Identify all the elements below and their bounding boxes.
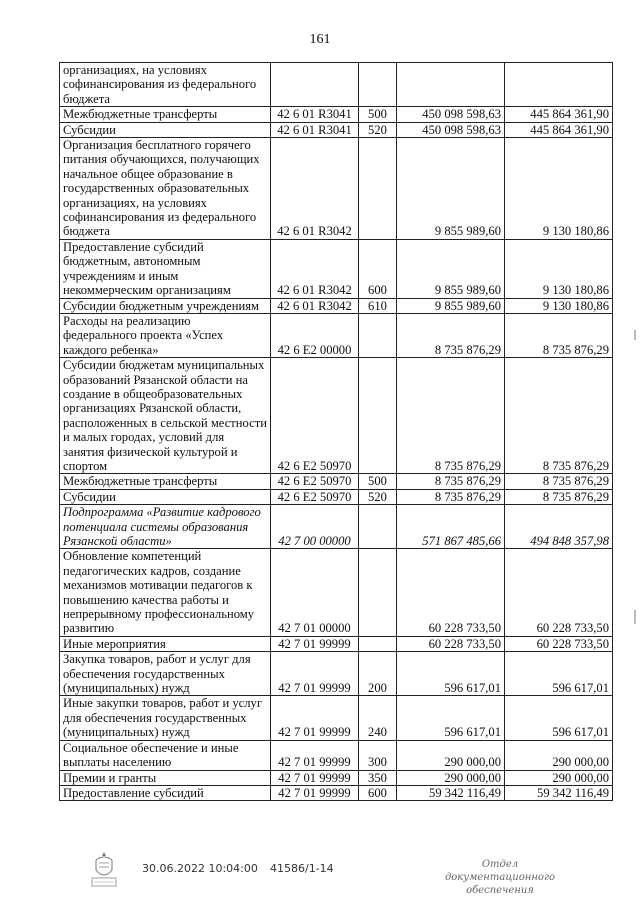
row-name-cell: Социальное обеспечение и иные выплаты населению [60, 740, 271, 770]
coat-of-arms-icon [88, 850, 120, 890]
table-row [60, 696, 613, 740]
row-amount-2-cell: 445 864 361,90 [505, 107, 613, 122]
row-amount-1-cell: 60 228 733,50 [397, 636, 505, 651]
table-row [60, 652, 613, 696]
table-row [60, 298, 613, 313]
row-code-cell: 42 6 E2 50970 [271, 358, 359, 474]
row-amount-1-cell: 571 867 485,66 [397, 505, 505, 549]
row-amount-1-cell: 9 855 989,60 [397, 298, 505, 313]
row-amount-1-cell: 596 617,01 [397, 652, 505, 696]
row-code-cell: 42 6 01 R3042 [271, 298, 359, 313]
row-type-cell: 600 [359, 785, 397, 800]
row-code-cell: 42 7 01 00000 [271, 549, 359, 636]
footer-department-stamp [430, 858, 570, 897]
row-amount-1-cell: 9 855 989,60 [397, 138, 505, 240]
row-type-cell: 300 [359, 740, 397, 770]
row-amount-1-cell: 60 228 733,50 [397, 549, 505, 636]
page-footer [0, 860, 640, 900]
row-name-cell: организациях, на условиях софинансирования из федерального бюджета [60, 63, 271, 107]
row-amount-1-cell: 290 000,00 [397, 770, 505, 785]
row-amount-2-cell: 596 617,01 [505, 696, 613, 740]
budget-table [59, 62, 613, 801]
row-name-cell: Иные мероприятия [60, 636, 271, 651]
table-row [60, 489, 613, 504]
table-row [60, 636, 613, 651]
table-row [60, 740, 613, 770]
row-name-cell: Премии и гранты [60, 770, 271, 785]
row-code-cell: 42 7 01 99999 [271, 770, 359, 785]
row-code-cell: 42 7 01 99999 [271, 636, 359, 651]
row-name-cell: Предоставление субсидий бюджетным, автономным учреждениям и иным некоммерческим организациям [60, 239, 271, 298]
footer-date: 30.06.2022 10:04:00 [142, 862, 258, 875]
table-row [60, 107, 613, 122]
row-amount-2-cell: 290 000,00 [505, 770, 613, 785]
row-amount-1-cell: 8 735 876,29 [397, 474, 505, 489]
row-type-cell [359, 636, 397, 651]
row-name-cell: Организация бесплатного горячего питания обучающихся, получающих начальное общее образование в государственных образовательных организациях, на условиях софинансирования из федерального бюджета [60, 138, 271, 240]
row-amount-1-cell: 450 098 598,63 [397, 107, 505, 122]
row-type-cell: 610 [359, 298, 397, 313]
row-code-cell: 42 6 E2 50970 [271, 474, 359, 489]
row-name-cell: Субсидии [60, 122, 271, 137]
scan-mark [634, 610, 636, 624]
row-amount-1-cell: 9 855 989,60 [397, 239, 505, 298]
row-name-cell: Субсидии бюджетам муниципальных образований Рязанской области на создание в общеобразовательных организациях Рязанской области, расположенных в сельской местности и малых городах, условий для занятия физической культурой и спортом [60, 358, 271, 474]
table-row [60, 138, 613, 240]
table-row [60, 358, 613, 474]
row-type-cell: 500 [359, 107, 397, 122]
row-name-cell: Иные закупки товаров, работ и услуг для обеспечения государственных (муниципальных) нужд [60, 696, 271, 740]
row-amount-2-cell: 60 228 733,50 [505, 636, 613, 651]
row-type-cell [359, 63, 397, 107]
table-row [60, 313, 613, 357]
table-row [60, 770, 613, 785]
row-amount-2-cell: 9 130 180,86 [505, 298, 613, 313]
row-name-cell: Субсидии бюджетным учреждениям [60, 298, 271, 313]
table-row [60, 505, 613, 549]
row-code-cell [271, 63, 359, 107]
row-amount-2-cell: 8 735 876,29 [505, 474, 613, 489]
table-row [60, 63, 613, 107]
row-amount-2-cell: 290 000,00 [505, 740, 613, 770]
row-type-cell: 350 [359, 770, 397, 785]
row-code-cell: 42 6 E2 50970 [271, 489, 359, 504]
row-amount-2-cell: 596 617,01 [505, 652, 613, 696]
page-number: 161 [309, 32, 331, 47]
row-code-cell: 42 6 01 R3042 [271, 239, 359, 298]
row-type-cell: 600 [359, 239, 397, 298]
table-row [60, 239, 613, 298]
row-code-cell: 42 6 01 R3042 [271, 138, 359, 240]
row-amount-1-cell: 290 000,00 [397, 740, 505, 770]
table-row [60, 122, 613, 137]
table-row [60, 785, 613, 800]
department-line-1: Отдел документационного [444, 859, 556, 883]
row-type-cell [359, 358, 397, 474]
row-amount-1-cell: 8 735 876,29 [397, 489, 505, 504]
row-code-cell: 42 6 01 R3041 [271, 122, 359, 137]
row-amount-1-cell: 8 735 876,29 [397, 358, 505, 474]
row-amount-2-cell: 60 228 733,50 [505, 549, 613, 636]
row-type-cell: 200 [359, 652, 397, 696]
table-row [60, 474, 613, 489]
row-code-cell: 42 7 01 99999 [271, 740, 359, 770]
row-type-cell: 520 [359, 122, 397, 137]
row-type-cell [359, 549, 397, 636]
row-type-cell [359, 505, 397, 549]
row-amount-1-cell [397, 63, 505, 107]
row-amount-2-cell: 445 864 361,90 [505, 122, 613, 137]
row-amount-1-cell: 596 617,01 [397, 696, 505, 740]
row-type-cell [359, 138, 397, 240]
row-type-cell: 240 [359, 696, 397, 740]
row-type-cell: 520 [359, 489, 397, 504]
row-code-cell: 42 7 01 99999 [271, 652, 359, 696]
row-amount-1-cell: 450 098 598,63 [397, 122, 505, 137]
department-line-2: обеспечения [466, 885, 534, 896]
row-amount-2-cell: 8 735 876,29 [505, 313, 613, 357]
row-name-cell: Обновление компетенций педагогических кадров, создание механизмов мотивации педагогов к повышению качества работы и непрерывному профессиональному развитию [60, 549, 271, 636]
row-amount-2-cell: 8 735 876,29 [505, 489, 613, 504]
row-amount-1-cell: 59 342 116,49 [397, 785, 505, 800]
row-code-cell: 42 7 01 99999 [271, 696, 359, 740]
row-amount-2-cell: 59 342 116,49 [505, 785, 613, 800]
row-name-cell: Закупка товаров, работ и услуг для обеспечения государственных (муниципальных) нужд [60, 652, 271, 696]
row-name-cell: Предоставление субсидий [60, 785, 271, 800]
row-code-cell: 42 7 00 00000 [271, 505, 359, 549]
row-name-cell: Расходы на реализацию федерального проекта «Успех каждого ребенка» [60, 313, 271, 357]
row-amount-2-cell: 8 735 876,29 [505, 358, 613, 474]
row-code-cell: 42 6 E2 00000 [271, 313, 359, 357]
row-type-cell [359, 313, 397, 357]
footer-document-number: 41586/1-14 [270, 862, 334, 875]
row-amount-2-cell: 9 130 180,86 [505, 138, 613, 240]
row-name-cell: Подпрограмма «Развитие кадрового потенциала системы образования Рязанской области» [60, 505, 271, 549]
row-amount-1-cell: 8 735 876,29 [397, 313, 505, 357]
row-amount-2-cell [505, 63, 613, 107]
table-row [60, 549, 613, 636]
row-amount-2-cell: 494 848 357,98 [505, 505, 613, 549]
row-code-cell: 42 6 01 R3041 [271, 107, 359, 122]
row-amount-2-cell: 9 130 180,86 [505, 239, 613, 298]
row-code-cell: 42 7 01 99999 [271, 785, 359, 800]
scan-mark [634, 330, 636, 340]
row-name-cell: Межбюджетные трансферты [60, 474, 271, 489]
row-type-cell: 500 [359, 474, 397, 489]
row-name-cell: Межбюджетные трансферты [60, 107, 271, 122]
row-name-cell: Субсидии [60, 489, 271, 504]
